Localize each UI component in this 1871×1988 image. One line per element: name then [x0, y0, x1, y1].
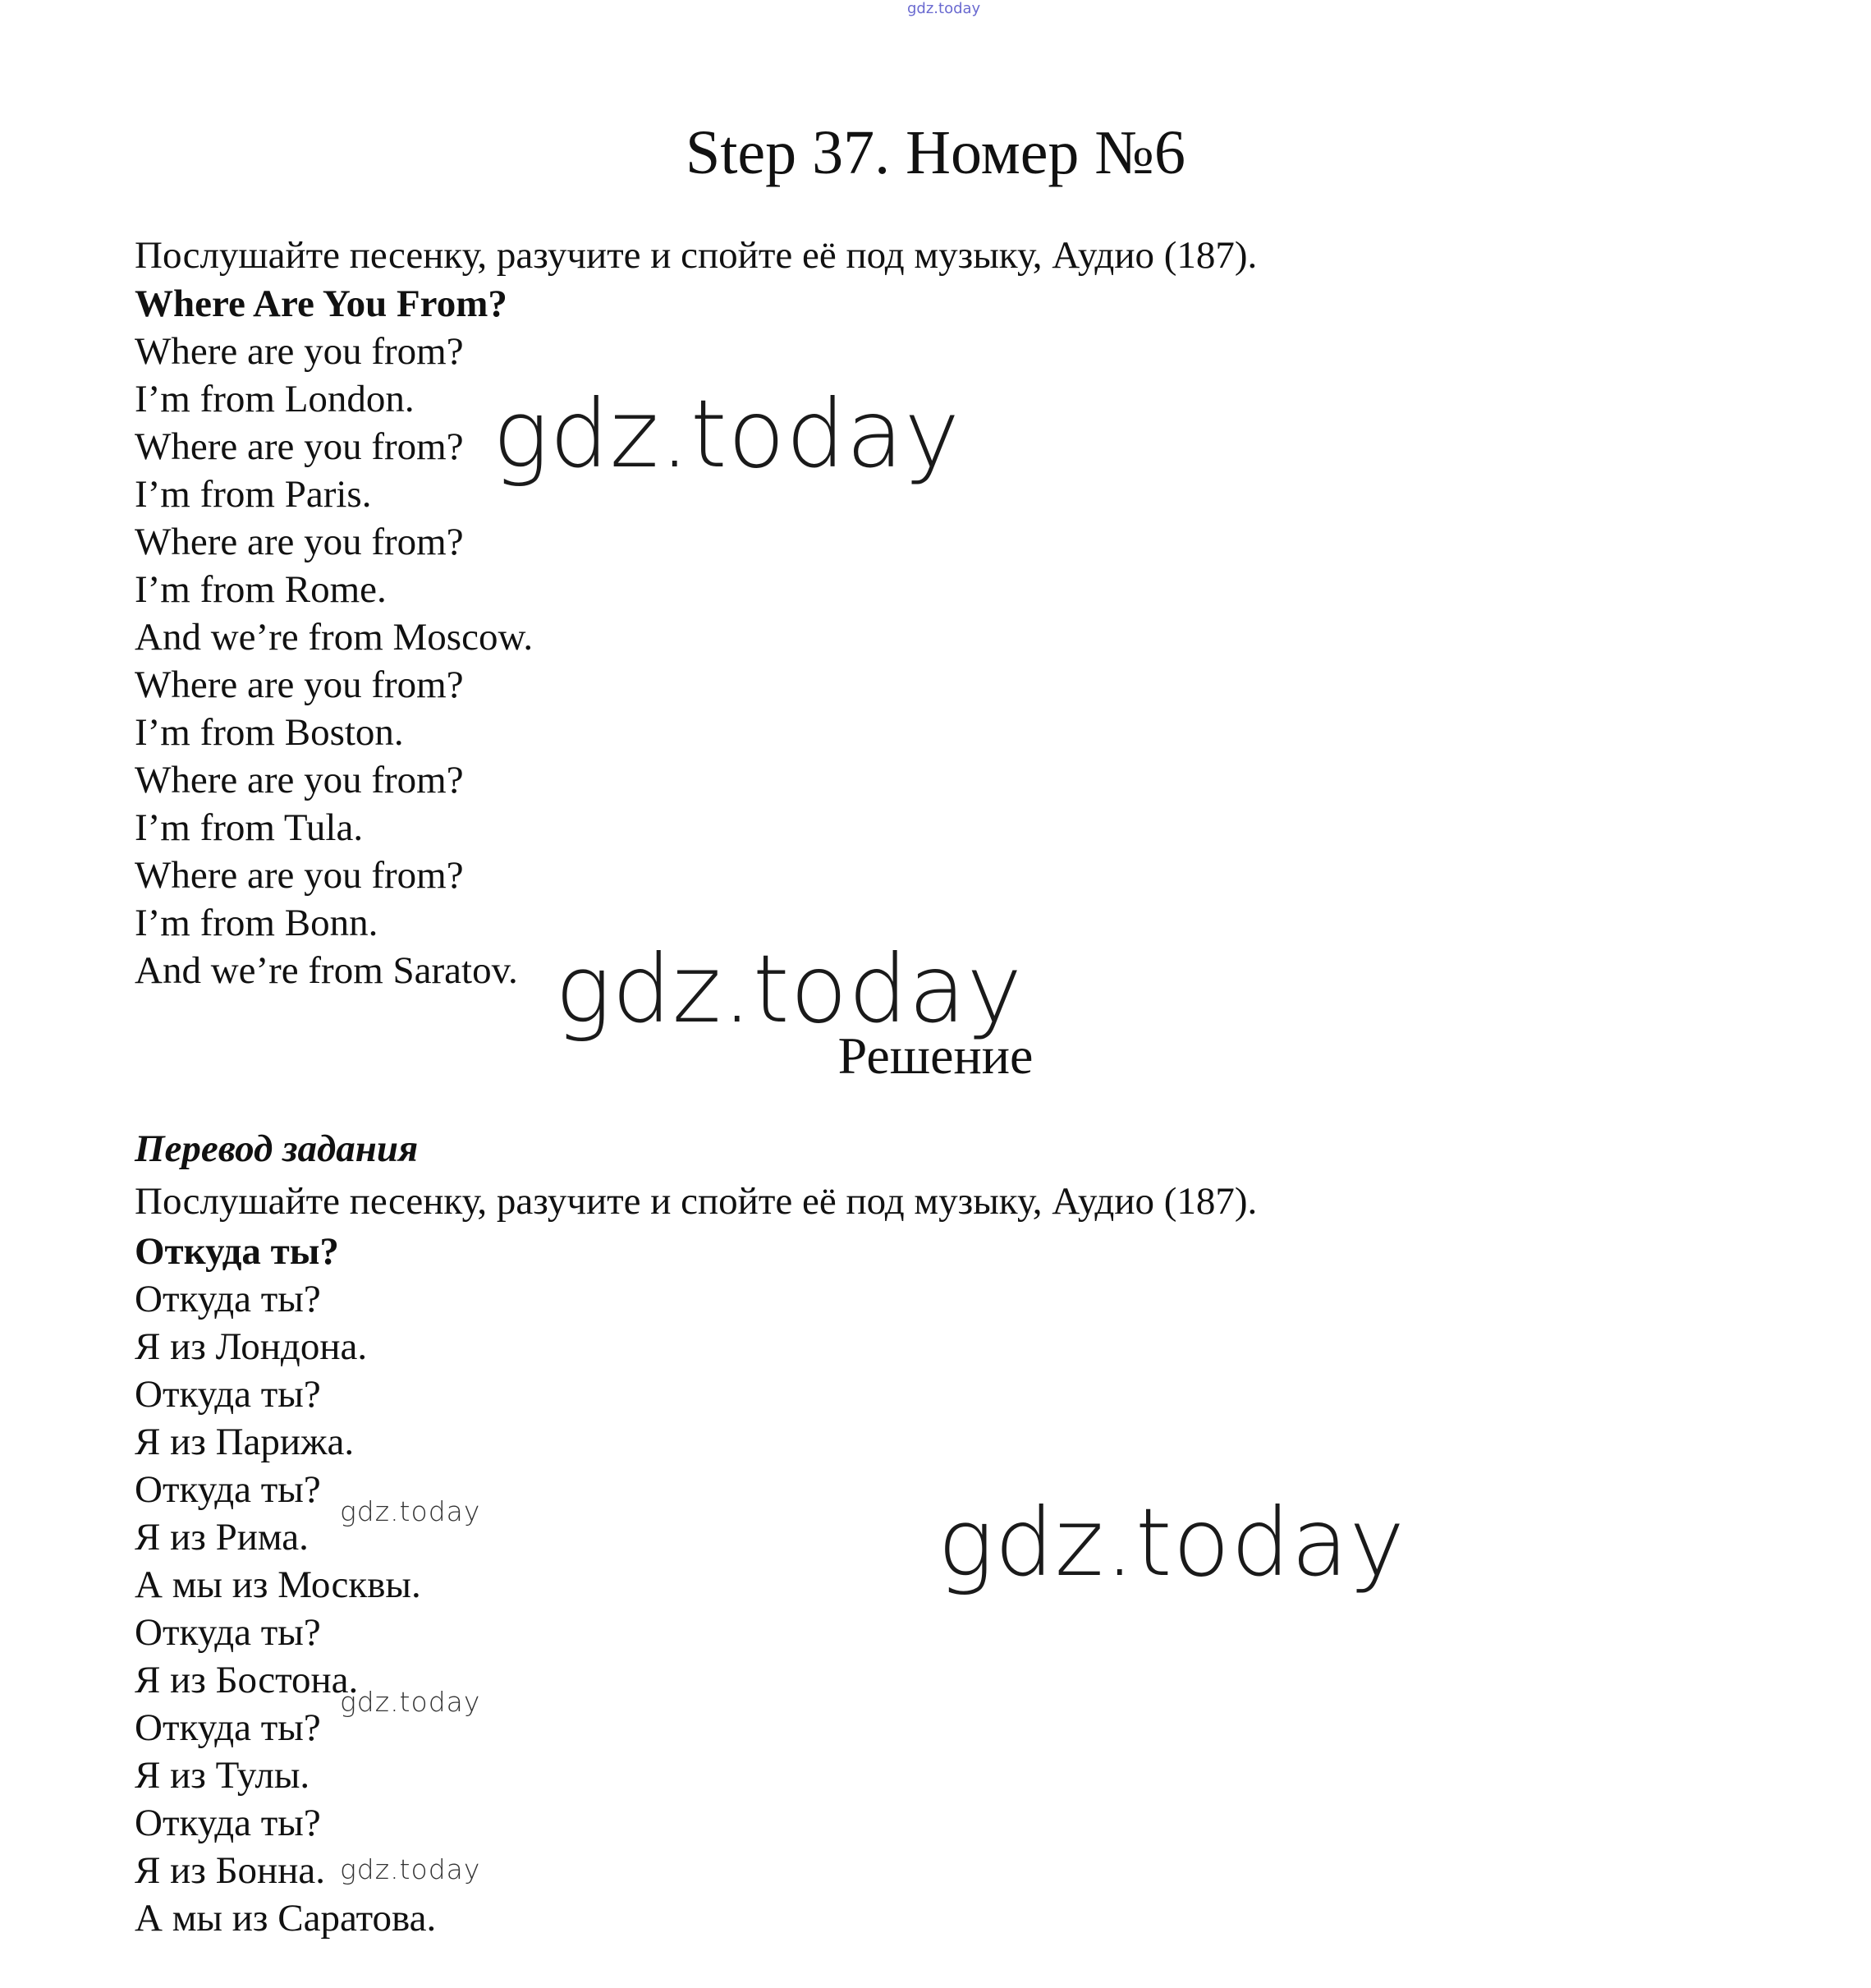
page-title: Step 37. Номер №6	[686, 118, 1185, 187]
translation-line: Откуда ты?	[135, 1611, 321, 1654]
instruction-text: Послушайте песенку, разучите и спойте её под музыку, Аудио (187).	[135, 234, 1258, 277]
watermark-large: gdz.today	[938, 1488, 1406, 1597]
song-line: I’m from London.	[135, 378, 415, 420]
translation-line: Я из Бонна.	[135, 1849, 325, 1892]
translation-heading: Перевод задания	[135, 1127, 419, 1170]
translation-line: Я из Тулы.	[135, 1754, 310, 1797]
song-line: I’m from Boston.	[135, 711, 404, 754]
song-line: Where are you from?	[135, 759, 464, 801]
solution-heading: Решение	[837, 1026, 1034, 1085]
song-line: Where are you from?	[135, 425, 464, 468]
song-line: I’m from Bonn.	[135, 902, 378, 944]
translation-line: Откуда ты?	[135, 1706, 321, 1749]
song-line: Where are you from?	[135, 663, 464, 706]
top-watermark: gdz.today	[907, 0, 981, 17]
song-line: I’m from Paris.	[135, 473, 372, 516]
translation-line: Я из Рима.	[135, 1516, 309, 1559]
translation-instruction: Послушайте песенку, разучите и спойте её под музыку, Аудио (187).	[135, 1180, 1258, 1223]
translation-line: Я из Парижа.	[135, 1421, 355, 1463]
song-title: Where Are You From?	[135, 282, 507, 325]
song-line: And we’re from Saratov.	[135, 949, 518, 992]
translation-line: Откуда ты?	[135, 1802, 321, 1844]
translation-line: Откуда ты?	[135, 1278, 321, 1320]
translation-line: Я из Лондона.	[135, 1325, 368, 1368]
watermark-large: gdz.today	[493, 379, 961, 489]
watermark-large: gdz.today	[555, 934, 1023, 1044]
song-line: Where are you from?	[135, 854, 464, 897]
song-line: Where are you from?	[135, 521, 464, 563]
translation-title: Откуда ты?	[135, 1230, 339, 1273]
translation-line: Откуда ты?	[135, 1373, 321, 1416]
song-line: Where are you from?	[135, 330, 464, 373]
translation-line: Откуда ты?	[135, 1468, 321, 1511]
song-line: I’m from Rome.	[135, 568, 387, 611]
translation-line: Я из Бостона.	[135, 1659, 359, 1701]
translation-line: А мы из Саратова.	[135, 1897, 437, 1940]
song-line: I’m from Tula.	[135, 806, 364, 849]
watermark-small: gdz.today	[340, 1686, 481, 1718]
watermark-small: gdz.today	[340, 1495, 481, 1527]
song-line: And we’re from Moscow.	[135, 616, 534, 659]
translation-line: А мы из Москвы.	[135, 1563, 421, 1606]
watermark-small: gdz.today	[340, 1853, 481, 1885]
